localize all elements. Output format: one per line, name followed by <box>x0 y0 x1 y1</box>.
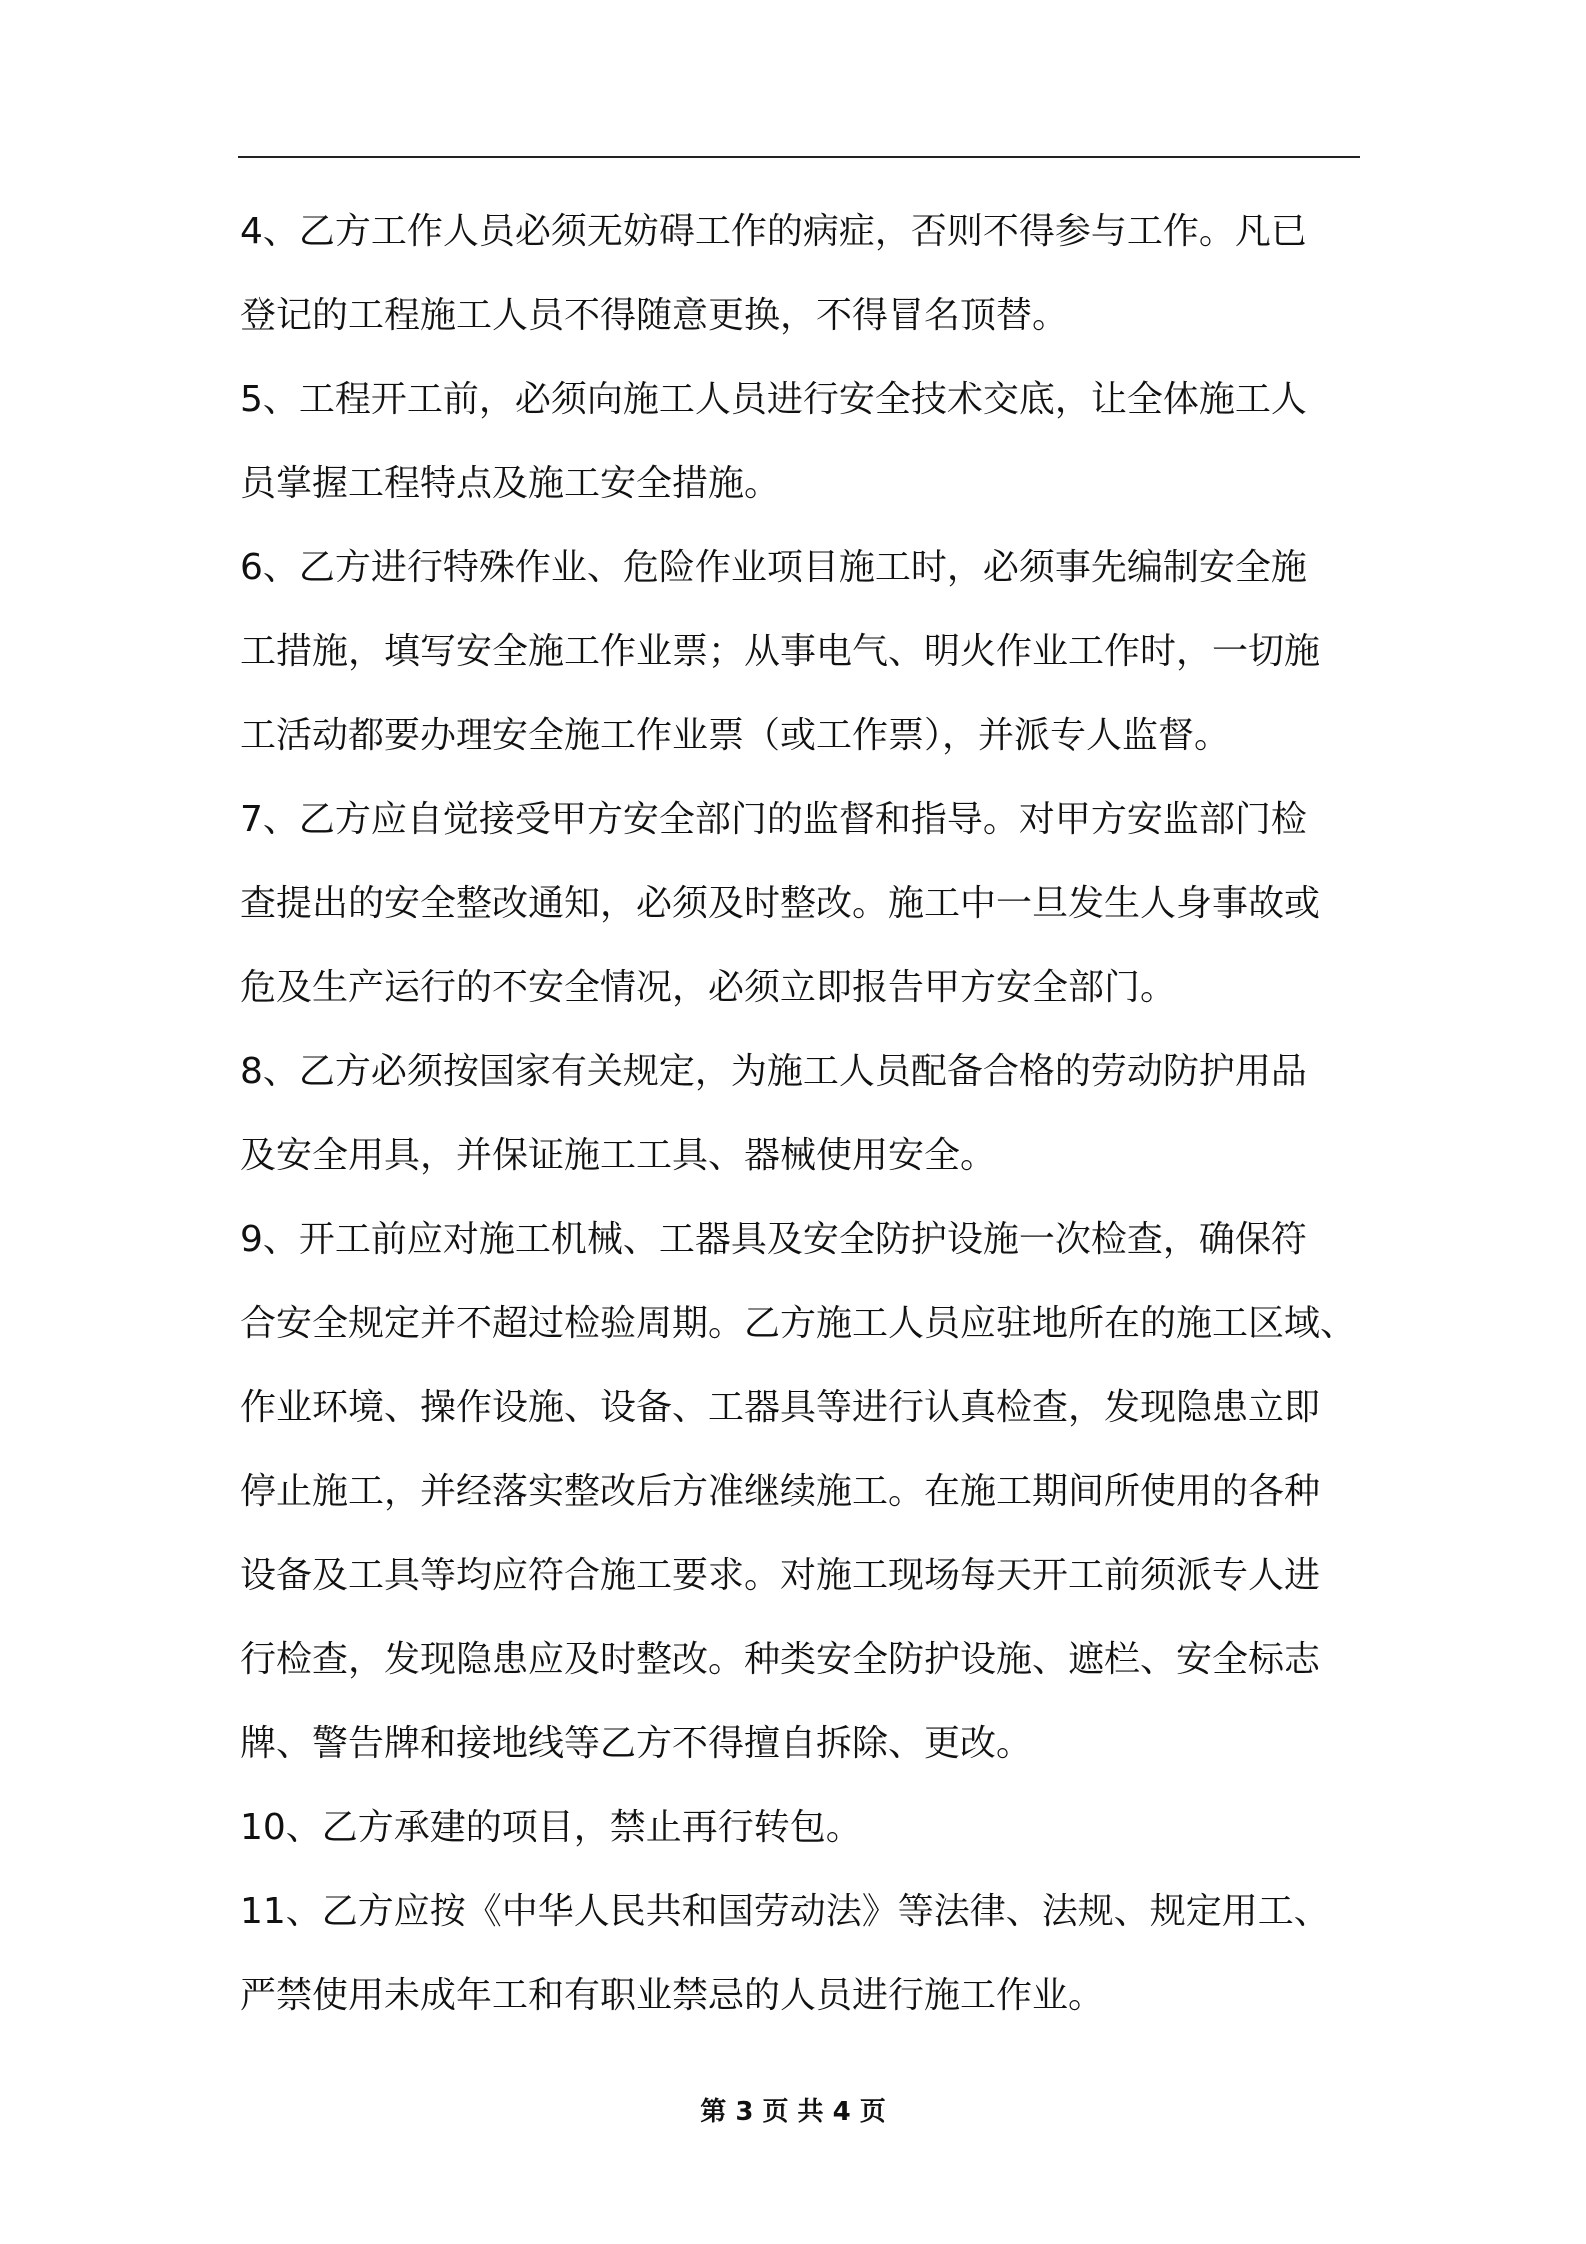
text-line: 及安全用具，并保证施工工具、器械使用安全。 <box>240 1135 997 1176</box>
text-line: 工活动都要办理安全施工作业票（或工作票），并派专人监督。 <box>240 715 1231 756</box>
text-line: 7、乙方应自觉接受甲方安全部门的监督和指导。对甲方安监部门检 <box>240 799 1307 840</box>
text-line: 停止施工，并经落实整改后方准继续施工。在施工期间所使用的各种 <box>240 1471 1321 1512</box>
text-line: 11、乙方应按《中华人民共和国劳动法》等法律、法规、规定用工、 <box>240 1891 1330 1932</box>
text-line: 员掌握工程特点及施工安全措施。 <box>240 463 781 504</box>
page-number-footer: 第 3 页 共 4 页 <box>700 2097 886 2127</box>
text-line: 8、乙方必须按国家有关规定，为施工人员配备合格的劳动防护用品 <box>240 1051 1307 1092</box>
text-line: 合安全规定并不超过检验周期。乙方施工人员应驻地所在的施工区域、 <box>240 1303 1357 1344</box>
text-line: 行检查，发现隐患应及时整改。种类安全防护设施、遮栏、安全标志 <box>240 1639 1321 1680</box>
text-line: 严禁使用未成年工和有职业禁忌的人员进行施工作业。 <box>240 1975 1105 2016</box>
text-line: 查提出的安全整改通知，必须及时整改。施工中一旦发生人身事故或 <box>240 883 1321 924</box>
text-line: 10、乙方承建的项目，禁止再行转包。 <box>240 1807 862 1848</box>
text-line: 作业环境、操作设施、设备、工器具等进行认真检查，发现隐患立即 <box>240 1387 1321 1428</box>
text-line: 9、开工前应对施工机械、工器具及安全防护设施一次检查，确保符 <box>240 1219 1307 1260</box>
text-line: 登记的工程施工人员不得随意更换，不得冒名顶替。 <box>240 295 1069 336</box>
text-line: 危及生产运行的不安全情况，必须立即报告甲方安全部门。 <box>240 967 1177 1008</box>
text-line: 6、乙方进行特殊作业、危险作业项目施工时，必须事先编制安全施 <box>240 547 1307 588</box>
text-line: 工措施，填写安全施工作业票；从事电气、明火作业工作时，一切施 <box>240 631 1321 672</box>
header-rule <box>238 156 1360 158</box>
text-line: 4、乙方工作人员必须无妨碍工作的病症，否则不得参与工作。凡已 <box>240 211 1307 252</box>
text-line: 5、工程开工前，必须向施工人员进行安全技术交底，让全体施工人 <box>240 379 1307 420</box>
text-line: 牌、警告牌和接地线等乙方不得擅自拆除、更改。 <box>240 1723 1033 1764</box>
document-body <box>240 190 1365 2038</box>
text-line: 设备及工具等均应符合施工要求。对施工现场每天开工前须派专人进 <box>240 1555 1321 1596</box>
